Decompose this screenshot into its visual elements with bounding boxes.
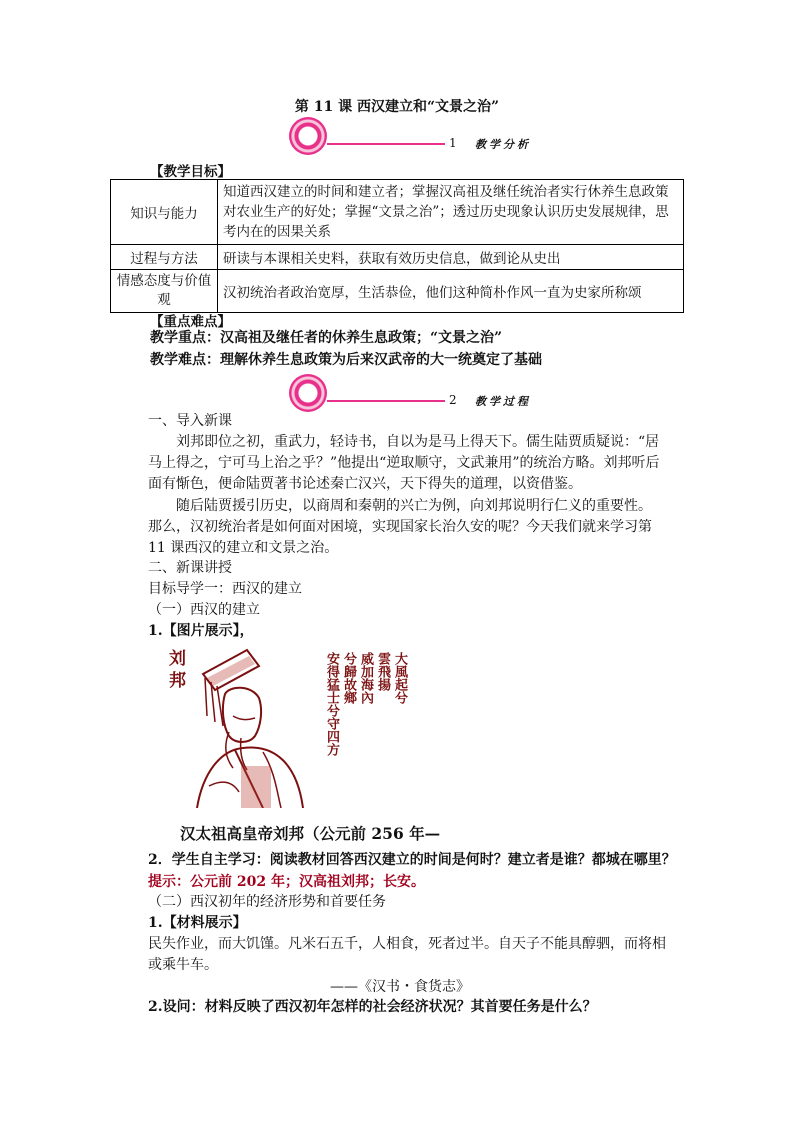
- subheading-2: （二）西汉初年的经济形势和首要任务: [148, 894, 386, 910]
- goals-table: [110, 179, 684, 313]
- goal-key: 知识与能力: [111, 180, 218, 245]
- key-heading: 【重点难点】: [150, 314, 231, 330]
- poem-text: [323, 652, 408, 802]
- image-caption: 汉太祖高皇帝刘邦（公元前 256 年—: [180, 824, 441, 843]
- goal-key: 情感态度与价值观: [111, 270, 218, 313]
- item-picture: 1.【图片展示】，: [148, 623, 254, 639]
- table-row: [111, 245, 684, 270]
- circle-icon: [289, 117, 327, 155]
- goal-value: 汉初统治者政治宽厚，生活恭俭，他们这种简朴作风一直为史家所称颂: [218, 270, 684, 313]
- new-lesson-heading: 二、新课讲授: [148, 560, 232, 576]
- page-title: 第 11 课 西汉建立和“文景之治”: [294, 99, 500, 115]
- section-number: 2: [449, 393, 457, 407]
- liu-bang-image: [163, 646, 431, 808]
- goals-heading: 【教学目标】: [150, 164, 231, 180]
- material-text: 民失作业，而大饥馑。凡米石五千，人相食，死者过半。自天子不能具醇驷，而将相或乘牛车。: [148, 936, 666, 973]
- question-2: 2．学生自主学习：阅读教材回答西汉建立的时间是何时？建立者是谁？都城在哪里？: [148, 852, 676, 868]
- divider: [327, 143, 445, 145]
- goal-value: 研读与本课相关史料，获取有效历史信息，做到论从史出: [218, 245, 684, 270]
- divider: [327, 400, 445, 402]
- table-row: [111, 180, 684, 245]
- section-header-2: [289, 374, 589, 414]
- section-label: 教学过程: [475, 395, 531, 408]
- goal-value: 知道西汉建立的时间和建立者；掌握汉高祖及继任统治者实行休养生息政策对农业生产的好处；掌握“文景之治”；透过历史现象认识历史发展规律，思考内在的因果关系: [218, 180, 684, 245]
- intro-heading: 一、导入新课: [148, 413, 232, 429]
- image-name: 刘邦: [169, 649, 186, 691]
- poem-line: 安得猛士兮守四方: [324, 652, 339, 756]
- difficult-point: 教学难点：理解休养生息政策为后来汉武帝的大一统奠定了基础: [150, 352, 542, 368]
- goal-1: 目标导学一：西汉的建立: [148, 581, 302, 597]
- intro-paragraph-2: 随后陆贾援引历史，以商周和秦朝的兴亡为例，向刘邦说明行仁义的重要性。那么，汉初统治者是如何面对困境，实现国家长治久安的呢？今天我们就来学习第 11 课西汉的建立和文景之治。: [148, 498, 652, 556]
- key-point: 教学重点：汉高祖及继任者的休养生息政策；“文景之治”: [150, 330, 503, 346]
- poem-line: 大風起兮: [392, 652, 407, 704]
- poem-line: 兮歸故鄉: [341, 652, 356, 704]
- circle-icon: [289, 374, 327, 412]
- item-material: 1.【材料展示】: [148, 915, 247, 931]
- subheading-1: （一）西汉的建立: [148, 602, 260, 618]
- intro-paragraph-1: 刘邦即位之初，重武力，轻诗书，自以为是马上得天下。儒生陆贾质疑说：“居马上得之，宁可马上治之乎？”他提出“逆取顺守，文武兼用”的统治方略。刘邦听后面有惭色，便命陆贾著书论述秦亡汉兴，天下得失的道理，以资借鉴。: [148, 434, 660, 492]
- question-last: 2.设问：材料反映了西汉初年怎样的社会经济状况？其首要任务是什么？: [148, 999, 597, 1015]
- section-number: 1: [449, 136, 457, 150]
- goal-key: 过程与方法: [111, 245, 218, 270]
- section-header-1: [289, 117, 589, 157]
- section-label: 教学分析: [475, 138, 531, 151]
- material-source: ——《汉书・食货志》: [330, 979, 470, 995]
- table-row: [111, 270, 684, 313]
- poem-line: 雲飛揚: [375, 652, 390, 691]
- poem-line: 威加海內: [358, 652, 373, 704]
- hint-text: 提示：公元前 202 年；汉高祖刘邦；长安。: [148, 874, 425, 890]
